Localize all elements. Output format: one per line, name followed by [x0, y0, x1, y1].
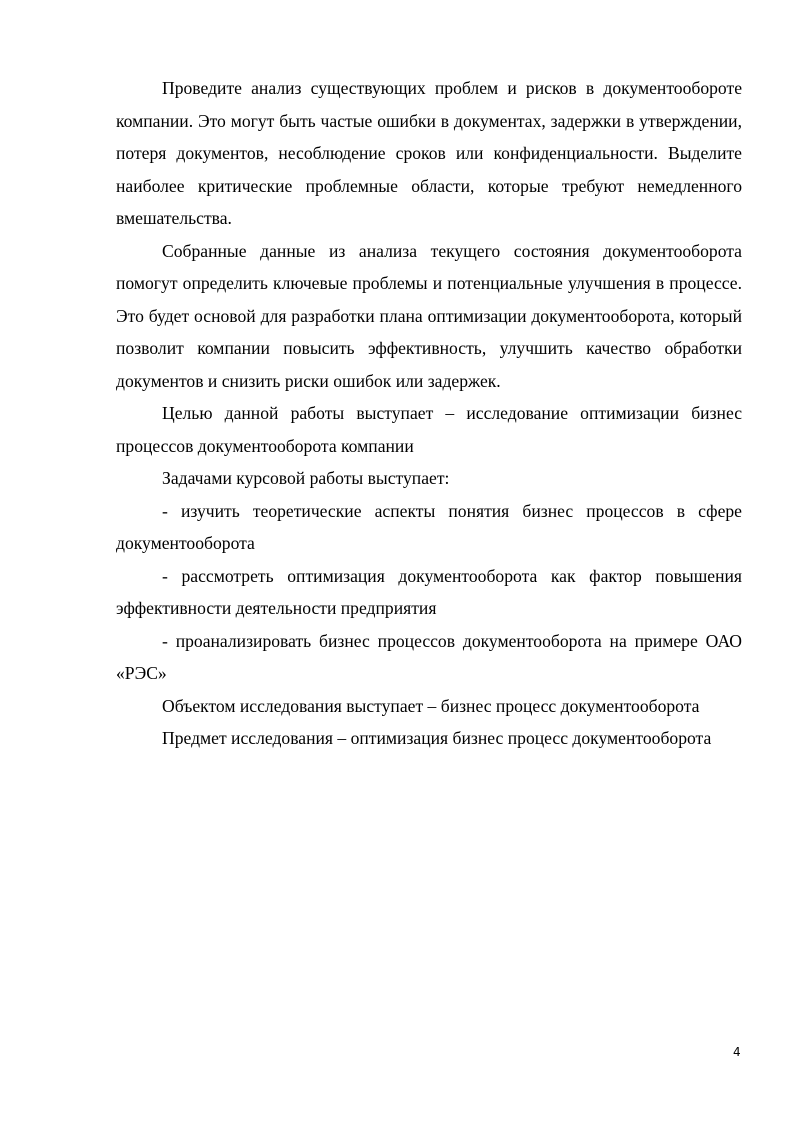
paragraph-research-subject: Предмет исследования – оптимизация бизнес процесс документооборота: [162, 728, 712, 748]
paragraph-analysis: Проведите анализ существующих проблем и рисков в документообороте компании. Это могут быть частые ошибки в документах, задержки в утверждении, потеря документов, несоблюдение сроков или конфиденциальности. Выделите наиболее критические проблемные области, которые требуют немедленного вмешательства.: [116, 78, 742, 228]
paragraph-goal: Целью данной работы выступает – исследование оптимизации бизнес процессов документооборота компании: [116, 403, 742, 456]
task-item-study-theory: - изучить теоретические аспекты понятия бизнес процессов в сфере документооборота: [116, 500, 742, 553]
task-item-analyze-example: - проанализировать бизнес процессов документооборота на примере ОАО «РЭС»: [116, 630, 742, 683]
page-number: 4: [733, 1045, 741, 1059]
page-body: [116, 72, 742, 755]
paragraph-tasks-heading: Задачами курсовой работы выступает:: [162, 468, 450, 488]
paragraph-collected-data: Собранные данные из анализа текущего состояния документооборота помогут определить ключевые проблемы и потенциальные улучшения в процессе. Это будет основой для разработки плана оптимизации документооборота, который позволит компании повысить эффективность, улучшить качество обработки документов и снизить риски ошибок или задержек.: [116, 240, 742, 391]
task-item-consider-optimization: - рассмотреть оптимизация документооборота как фактор повышения эффективности деятельности предприятия: [116, 565, 742, 618]
paragraph-research-object: Объектом исследования выступает – бизнес процесс документооборота: [162, 695, 700, 716]
